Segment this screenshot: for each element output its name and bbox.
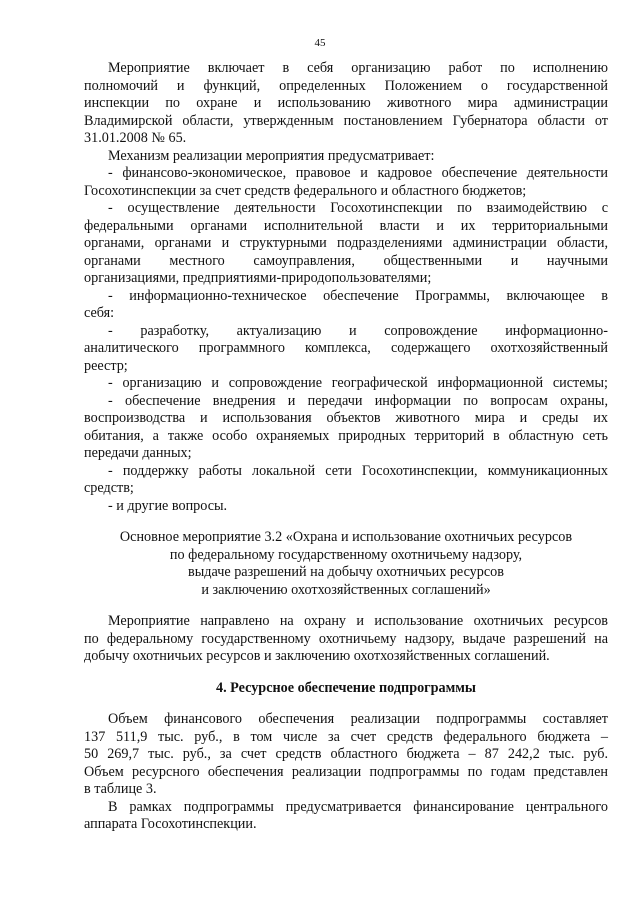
text-line: Механизм реализации мероприятия предусматривает: [108, 147, 435, 164]
text-line: Госохотинспекции за счет средств федерального и областного бюджетов; [84, 182, 527, 199]
text-line: воспроизводства и использования объектов животного мира и среды их [84, 410, 608, 426]
text-line: - осуществление деятельности Госохотинспекции по взаимодействию с [108, 200, 608, 216]
page-number: 45 [314, 37, 326, 49]
text-line: Мероприятие включает в себя организацию работ по исполнению [108, 60, 608, 76]
title-line: по федеральному государственному охотничьему надзору, [169, 546, 523, 563]
text-line: 50 269,7 тыс. руб., за счет средств областного бюджета – 87 242,2 тыс. руб. [84, 746, 608, 762]
event-title [84, 529, 608, 599]
text-line: - поддержку работы локальной сети Госохотинспекции, коммуникационных [108, 462, 608, 479]
mechanism-intro [84, 148, 608, 166]
text-line: Объем ресурсного обеспечения реализации подпрограммы по годам представлен [84, 763, 608, 780]
document-body [84, 60, 608, 834]
list-item [84, 393, 608, 463]
text-line: Объем финансового обеспечения реализации подпрограммы составляет [108, 711, 608, 727]
text-line: В рамках подпрограммы предусматривается финансирование центрального [108, 798, 608, 815]
funding-paragraph [84, 711, 608, 799]
title-line: Основное мероприятие 3.2 «Охрана и использование охотничьих ресурсов [119, 529, 573, 545]
text-line: органами местного самоуправления, общественными и научными [84, 252, 608, 269]
central-apparatus-paragraph [84, 799, 608, 834]
text-line: - организацию и сопровождение географической информационной системы; [108, 375, 608, 391]
text-line: - информационно-техническое обеспечение Программы, включающее в [108, 287, 608, 304]
text-line: - и другие вопросы. [108, 497, 228, 514]
text-line: обитания, а также особо охраняемых природных территорий в областную сеть [84, 427, 608, 444]
text-line: в таблице 3. [84, 781, 157, 797]
text-line: федеральными органами исполнительной власти и их территориальными [84, 217, 608, 234]
list-item [84, 463, 608, 498]
intro-paragraph [84, 60, 608, 148]
text-line: Мероприятие направлено на охрану и использование охотничьих ресурсов [108, 613, 608, 629]
text-line: инспекции по охране и использованию животного мира администрации [84, 95, 608, 111]
text-line: 137 511,9 тыс. руб., в том числе за счет средств федерального бюджета – [84, 728, 608, 745]
list-item [84, 165, 608, 200]
list-item [84, 375, 608, 393]
text-line: средств; [84, 480, 134, 496]
section-heading: 4. Ресурсное обеспечение подпрограммы [215, 679, 477, 696]
title-line: и заключению охотхозяйственных соглашений» [201, 581, 491, 598]
text-line: себя: [84, 305, 115, 321]
text-line: по федеральному государственному охотничьему надзору, выдаче разрешений на [84, 630, 608, 647]
text-line: 31.01.2008 № 65. [84, 130, 187, 146]
list-item [84, 200, 608, 288]
text-line: добычу охотничьих ресурсов и заключению охотхозяйственных соглашений. [84, 648, 550, 664]
text-line: - финансово-экономическое, правовое и кадровое обеспечение деятельности [108, 165, 608, 181]
list-item [84, 498, 608, 516]
text-line: - обеспечение внедрения и передачи информации по вопросам охраны, [108, 392, 608, 409]
text-line: - разработку, актуализацию и сопровождение информационно- [108, 322, 608, 339]
title-line: выдаче разрешений на добычу охотничьих ресурсов [188, 564, 504, 580]
text-line: аппарата Госохотинспекции. [84, 816, 257, 832]
text-line: аналитического программного комплекса, содержащего охотхозяйственный [84, 340, 608, 356]
text-line: передачи данных; [84, 445, 192, 461]
list-item [84, 323, 608, 376]
event-paragraph [84, 613, 608, 666]
text-line: организациями, предприятиями-природопользователями; [84, 270, 432, 286]
text-line: полномочий и функций, определенных Положением о государственной [84, 77, 608, 94]
text-line: органами, органами и структурными подразделениями администрации области, [84, 235, 608, 251]
text-line: Владимирской области, утвержденным постановлением Губернатора области от [84, 112, 608, 129]
text-line: реестр; [84, 357, 128, 374]
list-item [84, 288, 608, 323]
